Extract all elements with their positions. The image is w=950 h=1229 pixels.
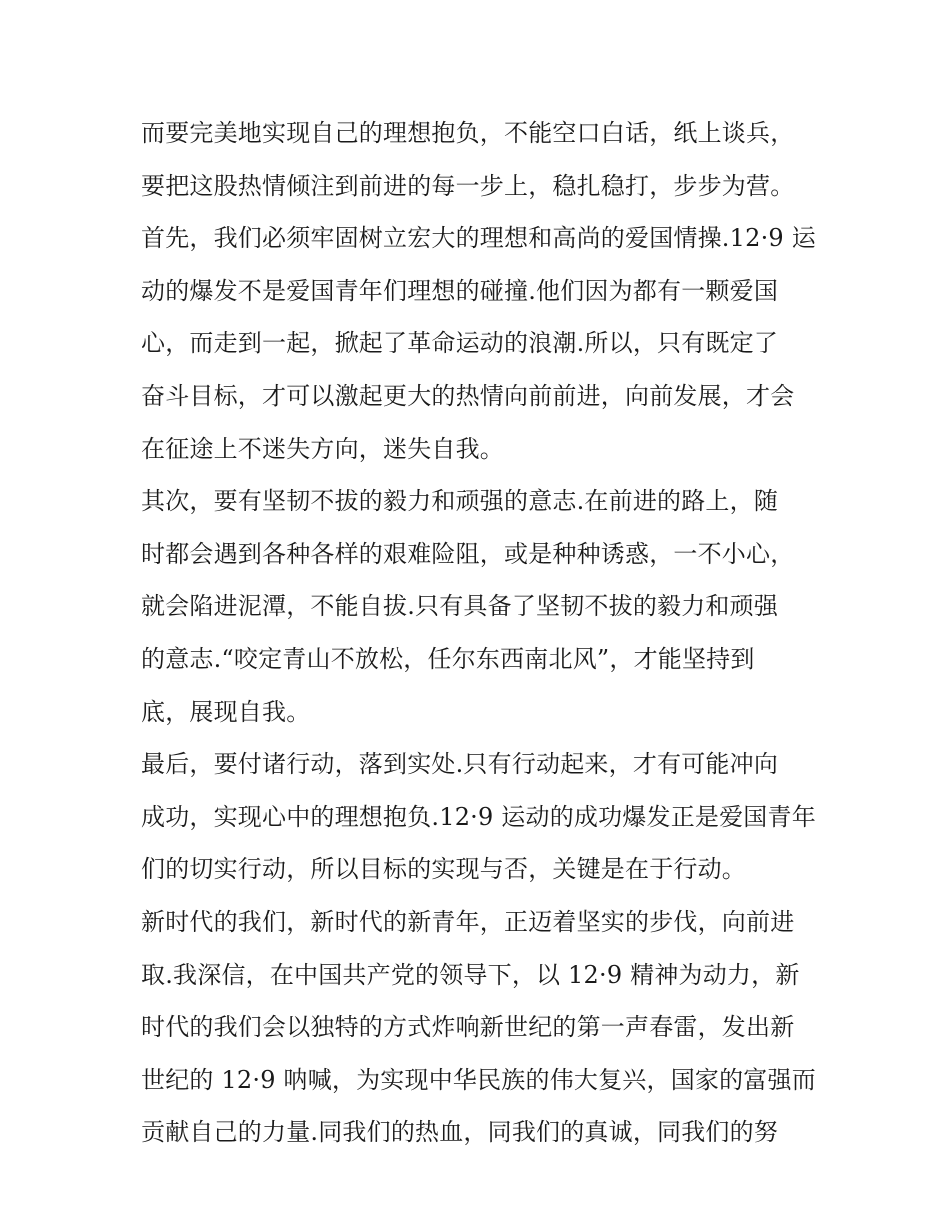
text-line: 新时代的我们，新时代的新青年，正迈着坚实的步伐，向前进 bbox=[141, 907, 795, 936]
text-line: 就会陷进泥潭，不能自拔.只有具备了坚韧不拔的毅力和顽强 bbox=[141, 592, 779, 621]
text-line: 而要完美地实现自己的理想抱负，不能空口白话，纸上谈兵， bbox=[141, 119, 795, 147]
text-line: 最后，要付诸行动，落到实处.只有行动起来，才有可能冲向 bbox=[141, 750, 779, 779]
text-line: 时都会遇到各种各样的艰难险阻，或是种种诱惑，一不小心， bbox=[141, 539, 795, 568]
body-text bbox=[141, 107, 831, 1159]
text-line: 首先，我们必须牢固树立宏大的理想和高尚的爱国情操.12·9 运 bbox=[141, 224, 816, 253]
text-line: 取.我深信，在中国共产党的领导下，以 12·9 精神为动力，新 bbox=[141, 960, 800, 989]
text-line: 其次，要有坚韧不拔的毅力和顽强的意志.在前进的路上，随 bbox=[141, 487, 779, 516]
text-line: 在征途上不迷失方向，迷失自我。 bbox=[141, 434, 504, 463]
text-line: 奋斗目标，才可以激起更大的热情向前前进，向前发展，才会 bbox=[141, 381, 795, 410]
text-line: 底，展现自我。 bbox=[141, 697, 311, 726]
text-line: 的意志.“咬定青山不放松，任尔东西南北风”，才能坚持到 bbox=[141, 644, 755, 673]
text-line: 贡献自己的力量.同我们的热血，同我们的真诚，同我们的努 bbox=[141, 1118, 779, 1147]
text-line: 时代的我们会以独特的方式炸响新世纪的第一声春雷，发出新 bbox=[141, 1013, 795, 1042]
text-line: 成功，实现心中的理想抱负.12·9 运动的成功爆发正是爱国青年 bbox=[141, 802, 816, 831]
text-line: 世纪的 12·9 呐喊，为实现中华民族的伟大复兴，国家的富强而 bbox=[141, 1065, 816, 1094]
text-line: 们的切实行动，所以目标的实现与否，关键是在于行动。 bbox=[141, 855, 746, 884]
text-line: 要把这股热情倾注到前进的每一步上，稳扎稳打，步步为营。 bbox=[141, 171, 795, 200]
text-line: 心，而走到一起，掀起了革命运动的浪潮.所以，只有既定了 bbox=[141, 329, 779, 358]
text-line: 动的爆发不是爱国青年们理想的碰撞.他们因为都有一颗爱国 bbox=[141, 276, 779, 305]
